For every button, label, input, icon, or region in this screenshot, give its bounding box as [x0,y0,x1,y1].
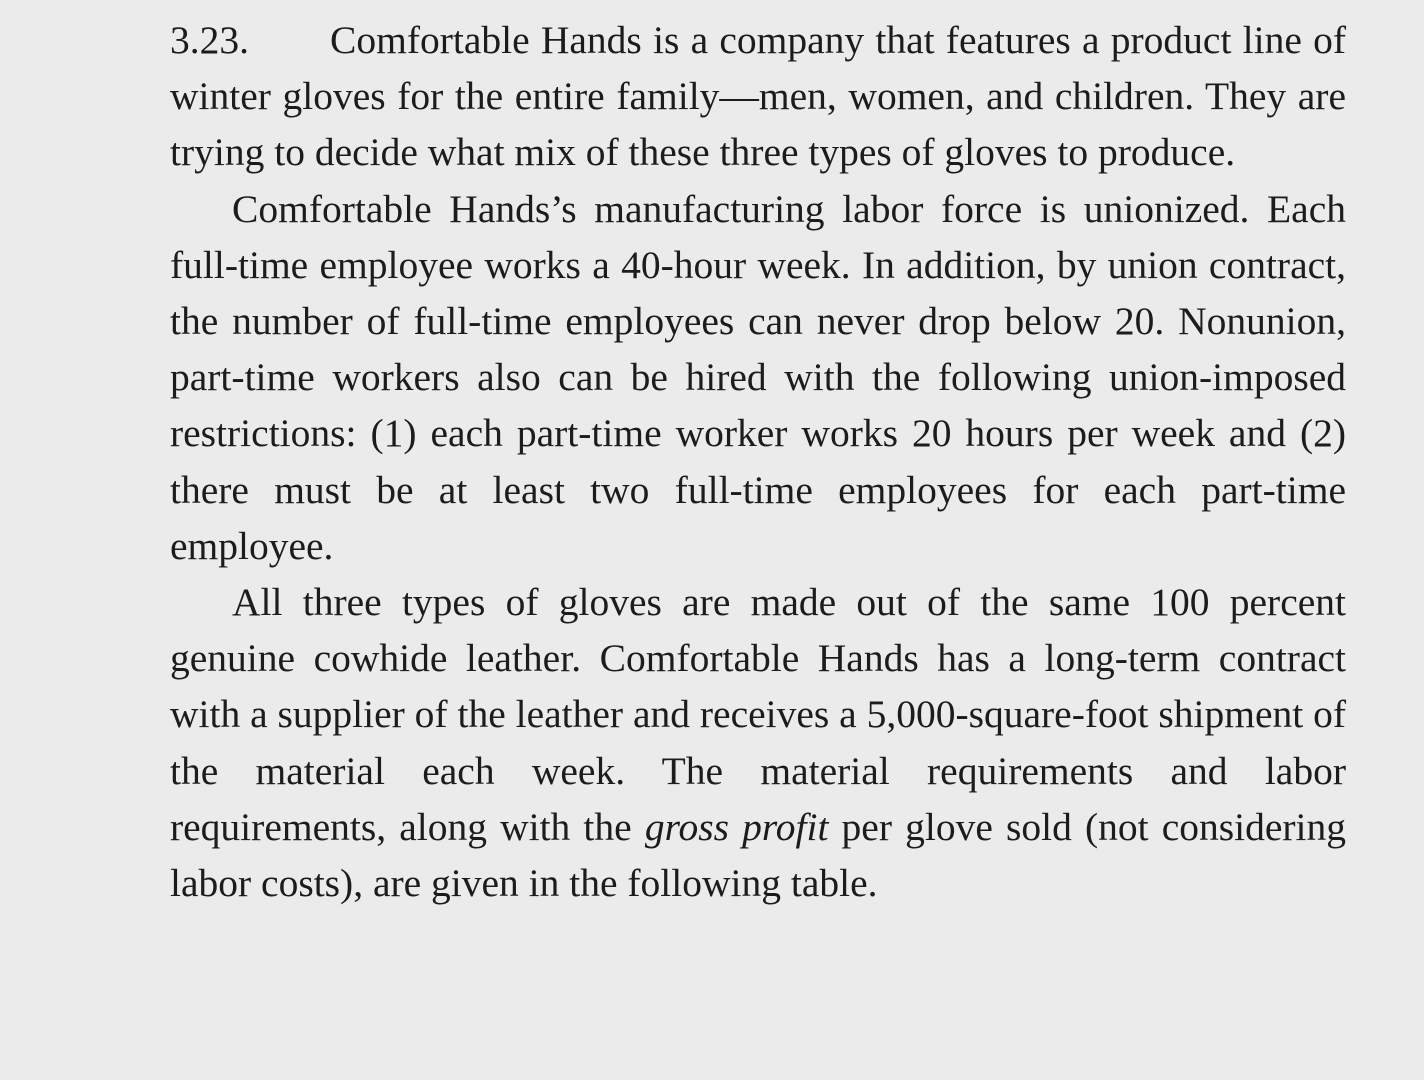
paragraph-labor [170,181,1346,574]
paragraph-text: Comfortable Hands’s manufacturing labor force is unionized. Each full-time employee works a 40-hour week. In addition, by union contract, the number of full-time employees can never drop below 20. Nonunion, part-time workers also can be hired with the following union-imposed restrictions: (1) each part-time worker works 20 hours per week and (2) there must be at least two full-time employees for each part-time employee. [170,186,1346,568]
italic-term-gross-profit: gross profit [644,804,829,849]
paragraph-text: Comfortable Hands is a company that features a product line of winter gloves for the entire family—men, women, and children. They are trying to decide what mix of these three types of gloves to produce. [170,18,1346,175]
problem-number: 3.23. [170,18,249,62]
problem-text [170,12,1346,911]
paragraph-material [170,574,1346,911]
paragraph-text: All three types of gloves are made out of the same 100 percent genuine cowhide leather. Comfortable Hands has a long-term contract with a supplier of the leather and receives a 5,000-square-foot shipment of the material each week. The material requirements and labor requirements, along with the [170,580,1346,849]
paragraph-intro [170,12,1346,181]
paragraph-text: per glove sold (not considering labor costs), are given in the following table. [170,804,1346,906]
